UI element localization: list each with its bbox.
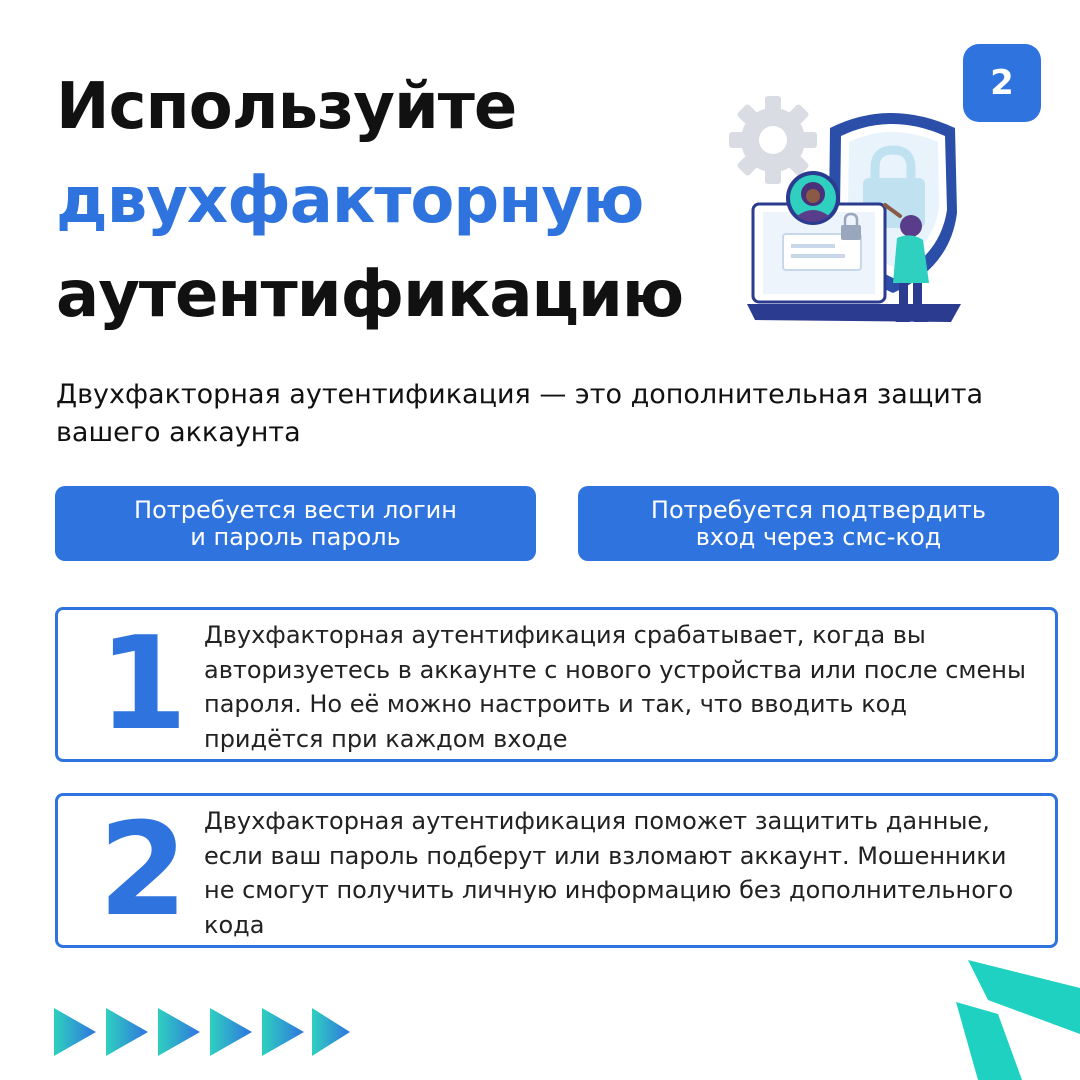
lead-text: Двухфакторная аутентификация — это дополнительная защита вашего аккаунта bbox=[56, 379, 984, 448]
brand-logo-mark bbox=[950, 960, 1080, 1080]
info-card bbox=[55, 793, 1058, 948]
card-text: Двухфакторная аутентификация поможет защитить данные, если ваш пароль подберут или взломают аккаунт. Мошенники не смогут получить личную информацию без дополнительного кода bbox=[204, 807, 1014, 939]
page-title bbox=[56, 60, 683, 342]
sms-code-pill bbox=[578, 486, 1059, 561]
title-line-1: Используйте bbox=[56, 70, 517, 144]
title-line-3: аутентификацию bbox=[56, 258, 684, 332]
pill-label: Потребуется вести логин и пароль пароль bbox=[134, 495, 457, 551]
security-illustration bbox=[725, 88, 975, 333]
gear-icon bbox=[729, 96, 817, 184]
card-text: Двухфакторная аутентификация срабатывает, когда вы авторизуетесь в аккаунте с нового устройства или после смены пароля. Но её можно настроить и так, что вводить код придётся при каждом входе bbox=[204, 621, 1026, 753]
avatar-icon bbox=[786, 171, 840, 225]
login-password-pill bbox=[55, 486, 536, 561]
title-line-2: двухфакторную bbox=[56, 164, 644, 238]
forward-arrows-icon bbox=[54, 1006, 354, 1058]
pill-label: Потребуется подтвердить вход через смс-код bbox=[650, 495, 987, 551]
page-number: 2 bbox=[990, 63, 1014, 103]
card-number: 1 bbox=[98, 609, 188, 759]
card-number: 2 bbox=[98, 795, 188, 945]
info-card bbox=[55, 607, 1058, 762]
